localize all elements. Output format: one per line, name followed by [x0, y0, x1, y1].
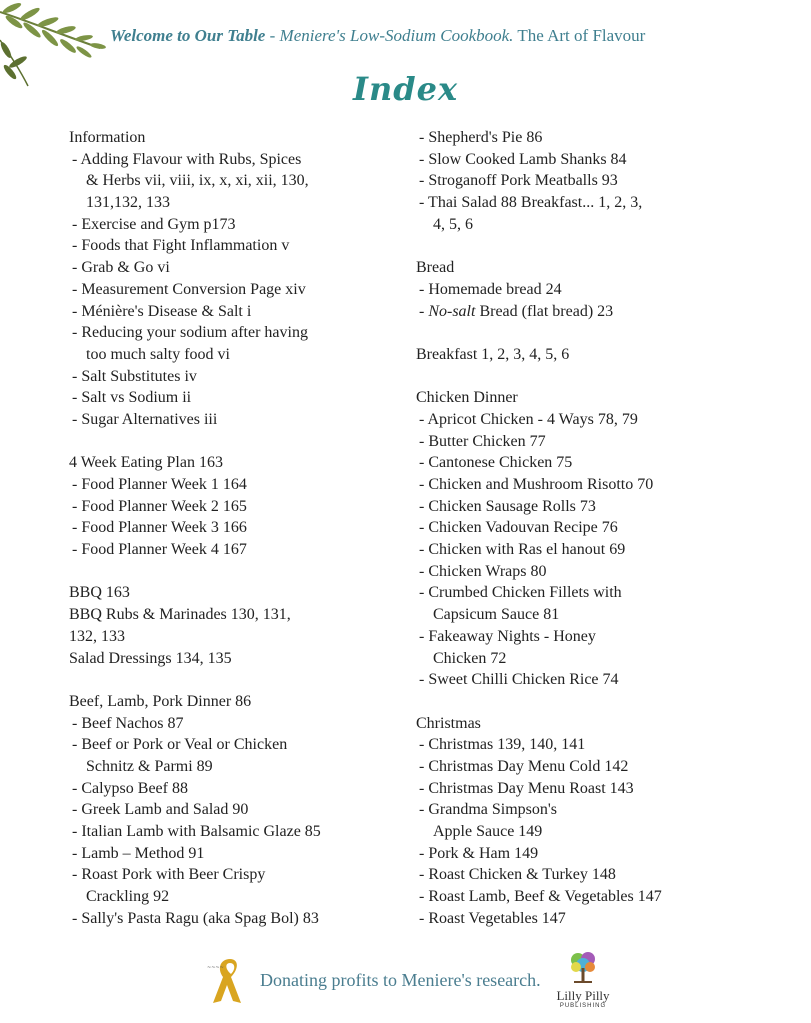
index-entry-continuation: Crackling 92: [86, 888, 170, 906]
footer-donation-text: Donating profits to Meniere's research.: [260, 970, 541, 990]
index-entry: - Roast Lamb, Beef & Vegetables 147: [419, 888, 662, 906]
index-heading: Christmas: [416, 714, 481, 732]
header-dash: -: [265, 26, 280, 45]
index-heading: Chicken Dinner: [416, 389, 518, 407]
index-entry: - Roast Pork with Beer Crispy: [72, 866, 266, 884]
index-entry: - Food Planner Week 2 165: [72, 497, 247, 515]
awareness-ribbon-icon: [205, 955, 255, 1007]
index-entry: - Cantonese Chicken 75: [419, 454, 573, 472]
index-entry: - Foods that Fight Inflammation v: [72, 237, 290, 255]
index-entry: - Ménière's Disease & Salt i: [72, 302, 252, 320]
index-entry: - Stroganoff Pork Meatballs 93: [419, 172, 618, 190]
index-entry: - Chicken with Ras el hanout 69: [419, 541, 626, 559]
section-gap: [69, 431, 389, 453]
section-gap: [416, 235, 796, 257]
header-tagline: The Art of Flavour: [513, 26, 646, 45]
index-entry: - Italian Lamb with Balsamic Glaze 85: [72, 823, 321, 840]
index-entry: - Shepherd's Pie 86: [419, 129, 543, 146]
index-entry-continuation: 131,132, 133: [86, 194, 170, 212]
index-entry: - Reducing your sodium after having: [72, 324, 308, 342]
index-right-column: [416, 127, 796, 929]
index-heading: BBQ 163: [69, 584, 130, 602]
index-entry: - Lamb – Method 91: [72, 844, 205, 862]
index-entry: - Beef or Pork or Veal or Chicken: [72, 736, 288, 754]
index-entry-continuation: Chicken 72: [433, 649, 507, 667]
index-entry: - Calypso Beef 88: [72, 779, 188, 797]
section-gap: [69, 561, 389, 583]
index-heading: 132, 133: [69, 627, 125, 645]
index-entry: - Grab & Go vi: [72, 259, 170, 277]
index-entry: - Sweet Chilli Chicken Rice 74: [419, 671, 619, 689]
publisher-name: Lilly Pilly: [556, 988, 610, 1003]
index-entry-continuation: & Herbs vii, viii, ix, x, xi, xii, 130,: [86, 172, 309, 190]
index-entry: - Salt vs Sodium ii: [72, 389, 192, 407]
index-heading: Salad Dressings 134, 135: [69, 649, 232, 667]
entry-prefix: -: [419, 302, 429, 320]
index-entry: - Food Planner Week 3 166: [72, 519, 247, 537]
index-heading: 4 Week Eating Plan 163: [69, 454, 223, 472]
index-left-column: [69, 127, 389, 929]
index-entry-continuation: Apple Sauce 149: [433, 823, 543, 840]
index-entry: - Chicken and Mushroom Risotto 70: [419, 476, 654, 493]
index-entry: - Thai Salad 88 Breakfast... 1, 2, 3,: [419, 194, 643, 212]
section-gap: [69, 669, 389, 691]
index-entry: - Butter Chicken 77: [419, 432, 546, 450]
index-entry: [416, 301, 796, 323]
svg-text:~~~~: ~~~~: [207, 965, 224, 971]
index-entry: - Exercise and Gym p173: [72, 215, 236, 233]
index-entry: - Fakeaway Nights - Honey: [419, 627, 596, 645]
index-entry: - Crumbed Chicken Fillets with: [419, 584, 622, 602]
index-entry: - Homemade bread 24: [419, 280, 562, 298]
index-entry: - Food Planner Week 1 164: [72, 476, 247, 493]
publisher-logo: [552, 950, 614, 1009]
index-entry: - Measurement Conversion Page xiv: [72, 280, 306, 298]
index-entry: - Sally's Pasta Ragu (aka Spag Bol) 83: [72, 909, 319, 927]
tree-logo-icon: [568, 950, 598, 984]
index-heading: Breakfast 1, 2, 3, 4, 5, 6: [416, 345, 570, 363]
index-entry-continuation: Capsicum Sauce 81: [433, 606, 560, 624]
index-entry: - Sugar Alternatives iii: [72, 410, 218, 428]
index-entry: - Christmas Day Menu Cold 142: [419, 757, 629, 775]
entry-italic: No-salt: [428, 302, 476, 320]
index-entry: - Chicken Vadouvan Recipe 76: [419, 519, 618, 537]
index-entry: - Apricot Chicken - 4 Ways 78, 79: [419, 410, 638, 428]
index-entry: - Adding Flavour with Rubs, Spices: [72, 150, 302, 168]
index-entry: - Roast Chicken & Turkey 148: [419, 866, 616, 884]
index-entry: - Beef Nachos 87: [72, 714, 184, 732]
index-entry: - Chicken Wraps 80: [419, 562, 547, 580]
section-gap: [416, 322, 796, 344]
index-heading: Information: [69, 129, 146, 146]
index-heading: Bread: [416, 259, 455, 277]
index-entry-continuation: too much salty food vi: [86, 345, 230, 363]
publisher-sub: PUBLISHING: [559, 1003, 607, 1009]
index-entry-continuation: Schnitz & Parmi 89: [86, 757, 213, 775]
index-entry: - Christmas Day Menu Roast 143: [419, 779, 634, 797]
index-entry: - Pork & Ham 149: [419, 844, 539, 862]
index-entry: - Roast Vegetables 147: [419, 909, 566, 927]
index-heading: BBQ Rubs & Marinades 130, 131,: [69, 606, 291, 624]
index-entry: - Greek Lamb and Salad 90: [72, 801, 249, 819]
index-entry: - Salt Substitutes iv: [72, 367, 197, 385]
index-entry: - Christmas 139, 140, 141: [419, 736, 586, 754]
index-entry: - Food Planner Week 4 167: [72, 541, 247, 559]
index-entry: - Grandma Simpson's: [419, 801, 557, 819]
section-gap: [416, 366, 796, 388]
header-title: [110, 26, 800, 46]
entry-suffix: Bread (flat bread) 23: [475, 302, 614, 320]
section-gap: [416, 691, 796, 713]
index-entry: - Slow Cooked Lamb Shanks 84: [419, 150, 627, 168]
index-entry: - Chicken Sausage Rolls 73: [419, 497, 596, 515]
page-title: Index: [352, 70, 459, 108]
index-entry-continuation: 4, 5, 6: [433, 215, 473, 233]
index-heading: Beef, Lamb, Pork Dinner 86: [69, 692, 252, 710]
header-welcome: Welcome to Our Table: [110, 26, 266, 45]
header-book-name: Meniere's Low-Sodium Cookbook.: [279, 26, 514, 45]
